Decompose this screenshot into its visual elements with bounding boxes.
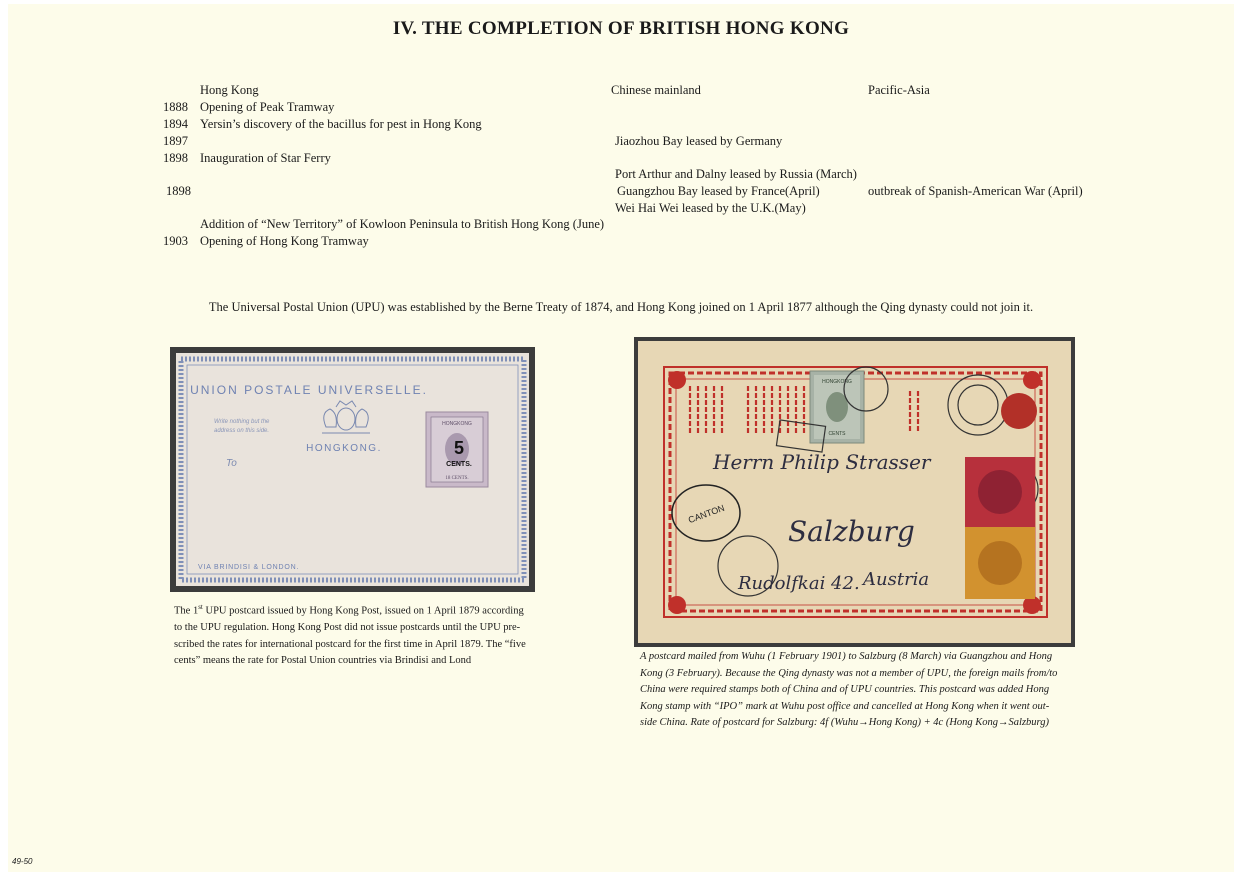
caption-line: China were required stamps both of China and of UPU countries. This postcard was added Hong [640,684,1050,696]
address-line: Herrn Philip Strasser [713,450,931,474]
imperial-stamp-printed [1001,393,1037,429]
instruction-line: address on this side. [214,428,270,434]
instruction-line: Write nothing but the [214,419,270,425]
caption-line: to the UPU regulation. Hong Kong Post did not issue postcards until the UPU pre- [174,622,521,634]
address-line: Salzburg [788,515,915,548]
canton-postmark [672,485,740,541]
header-hong-kong: Hong Kong [200,83,259,97]
year: 1898 [166,184,191,198]
stamp-surcharge-value: 5 [453,438,465,458]
stamp-surcharge-cents: CENTS. [446,461,472,468]
event-hk: Yersin’s discovery of the bacillus for pest in Hong Kong [200,117,482,131]
corner-dragon-icon [1023,371,1041,389]
caption-line: Kong (3 February). Because the Qing dynasty was not a member of UPU, the foreign mails from/to [640,667,1058,679]
stamp-top-label: HONGKONG [442,421,472,427]
postcard-2-mount [634,337,1075,647]
caption-postcard-1 [174,599,544,670]
event-hk: Opening of Peak Tramway [200,100,335,114]
royal-arms-icon [322,401,370,433]
event-hk: Inauguration of Star Ferry [200,151,331,165]
route-label: VIA BRINDISI & LONDON. [198,564,300,571]
canton-label: CANTON [686,502,726,526]
caption-line: scribed the rates for international postcard for the first time in April 1879. The “five [174,638,526,650]
event-pa: outbreak of Spanish-American War (April) [868,184,1083,198]
to-label: To [226,458,237,469]
postcard-1-art [176,353,529,586]
caption-line: Kong stamp with “IPO” mark at Wuhu post office and cancelled at Hong Kong when it went out- [640,700,1050,712]
upu-note: The Universal Postal Union (UPU) was established by the Berne Treaty of 1874, and Hong Kong joined on 1 April 1877 although the Qing dynasty could not join it. [208,300,1034,314]
postcard-1-mount [170,347,535,592]
postcard-1 [176,353,529,586]
hong-kong-5-cents-stamp [426,412,488,487]
corner-dragon-icon [668,596,686,614]
caption-line: side China. Rate of postcard for Salzburg: 4f (Wuhu→Hong Kong) + 4c (Hong Kong→Salzburg) [640,717,1049,729]
event-hk: Addition of “New Territory” of Kowloon Peninsula to British Hong Kong (June) [200,217,605,231]
year: 1897 [163,134,188,148]
year: 1903 [163,234,188,248]
header-chinese-mainland: Chinese mainland [611,83,701,97]
caption-line: A postcard mailed from Wuhu (1 February 1901) to Salzburg (8 March) via Guangzhou and Hong [640,651,1053,662]
coiling-dragon-stamp-red [965,457,1035,527]
year: 1894 [163,117,188,131]
page-title: IV. THE COMPLETION OF BRITISH HONG KONG [392,18,850,39]
caption-line: cents” means the rate for Postal Union countries via Brindisi and Lond [174,655,472,667]
stamp-top-label: HONGKONG [822,379,852,385]
year: 1888 [163,100,188,114]
header-pacific-asia: Pacific-Asia [868,83,930,97]
year: 1898 [163,151,188,165]
chinese-text-block [690,386,918,433]
country-label: HONGKONG. [306,443,382,454]
event-cn: Port Arthur and Dalny leased by Russia (March) [615,167,857,181]
event-cn: Guangzhou Bay leased by France(April) [617,184,820,198]
stamp-bottom-label: 18 CENTS. [445,476,469,481]
coiling-dragon-stamp-orange [965,527,1035,599]
event-cn: Wei Hai Wei leased by the U.K.(May) [615,201,806,215]
address-line: Austria [863,569,930,590]
postcard-2 [638,341,1071,643]
hong-kong-stamp-green [810,371,864,443]
caption-postcard-2 [640,649,1080,732]
postcard-heading: UNION POSTALE UNIVERSELLE. [190,383,428,397]
stamp-bottom-label: CENTS [828,431,846,437]
event-hk: Opening of Hong Kong Tramway [200,234,369,248]
address-line: Rudolfkai 42. [738,573,860,594]
postcard-2-art [638,341,1071,643]
caption-line: The 1st UPU postcard issued by Hong Kong Post, issued on 1 April 1879 according [174,603,524,617]
corner-dragon-icon [668,371,686,389]
event-cn: Jiaozhou Bay leased by Germany [615,134,783,148]
page-number: 49-50 [12,857,33,866]
